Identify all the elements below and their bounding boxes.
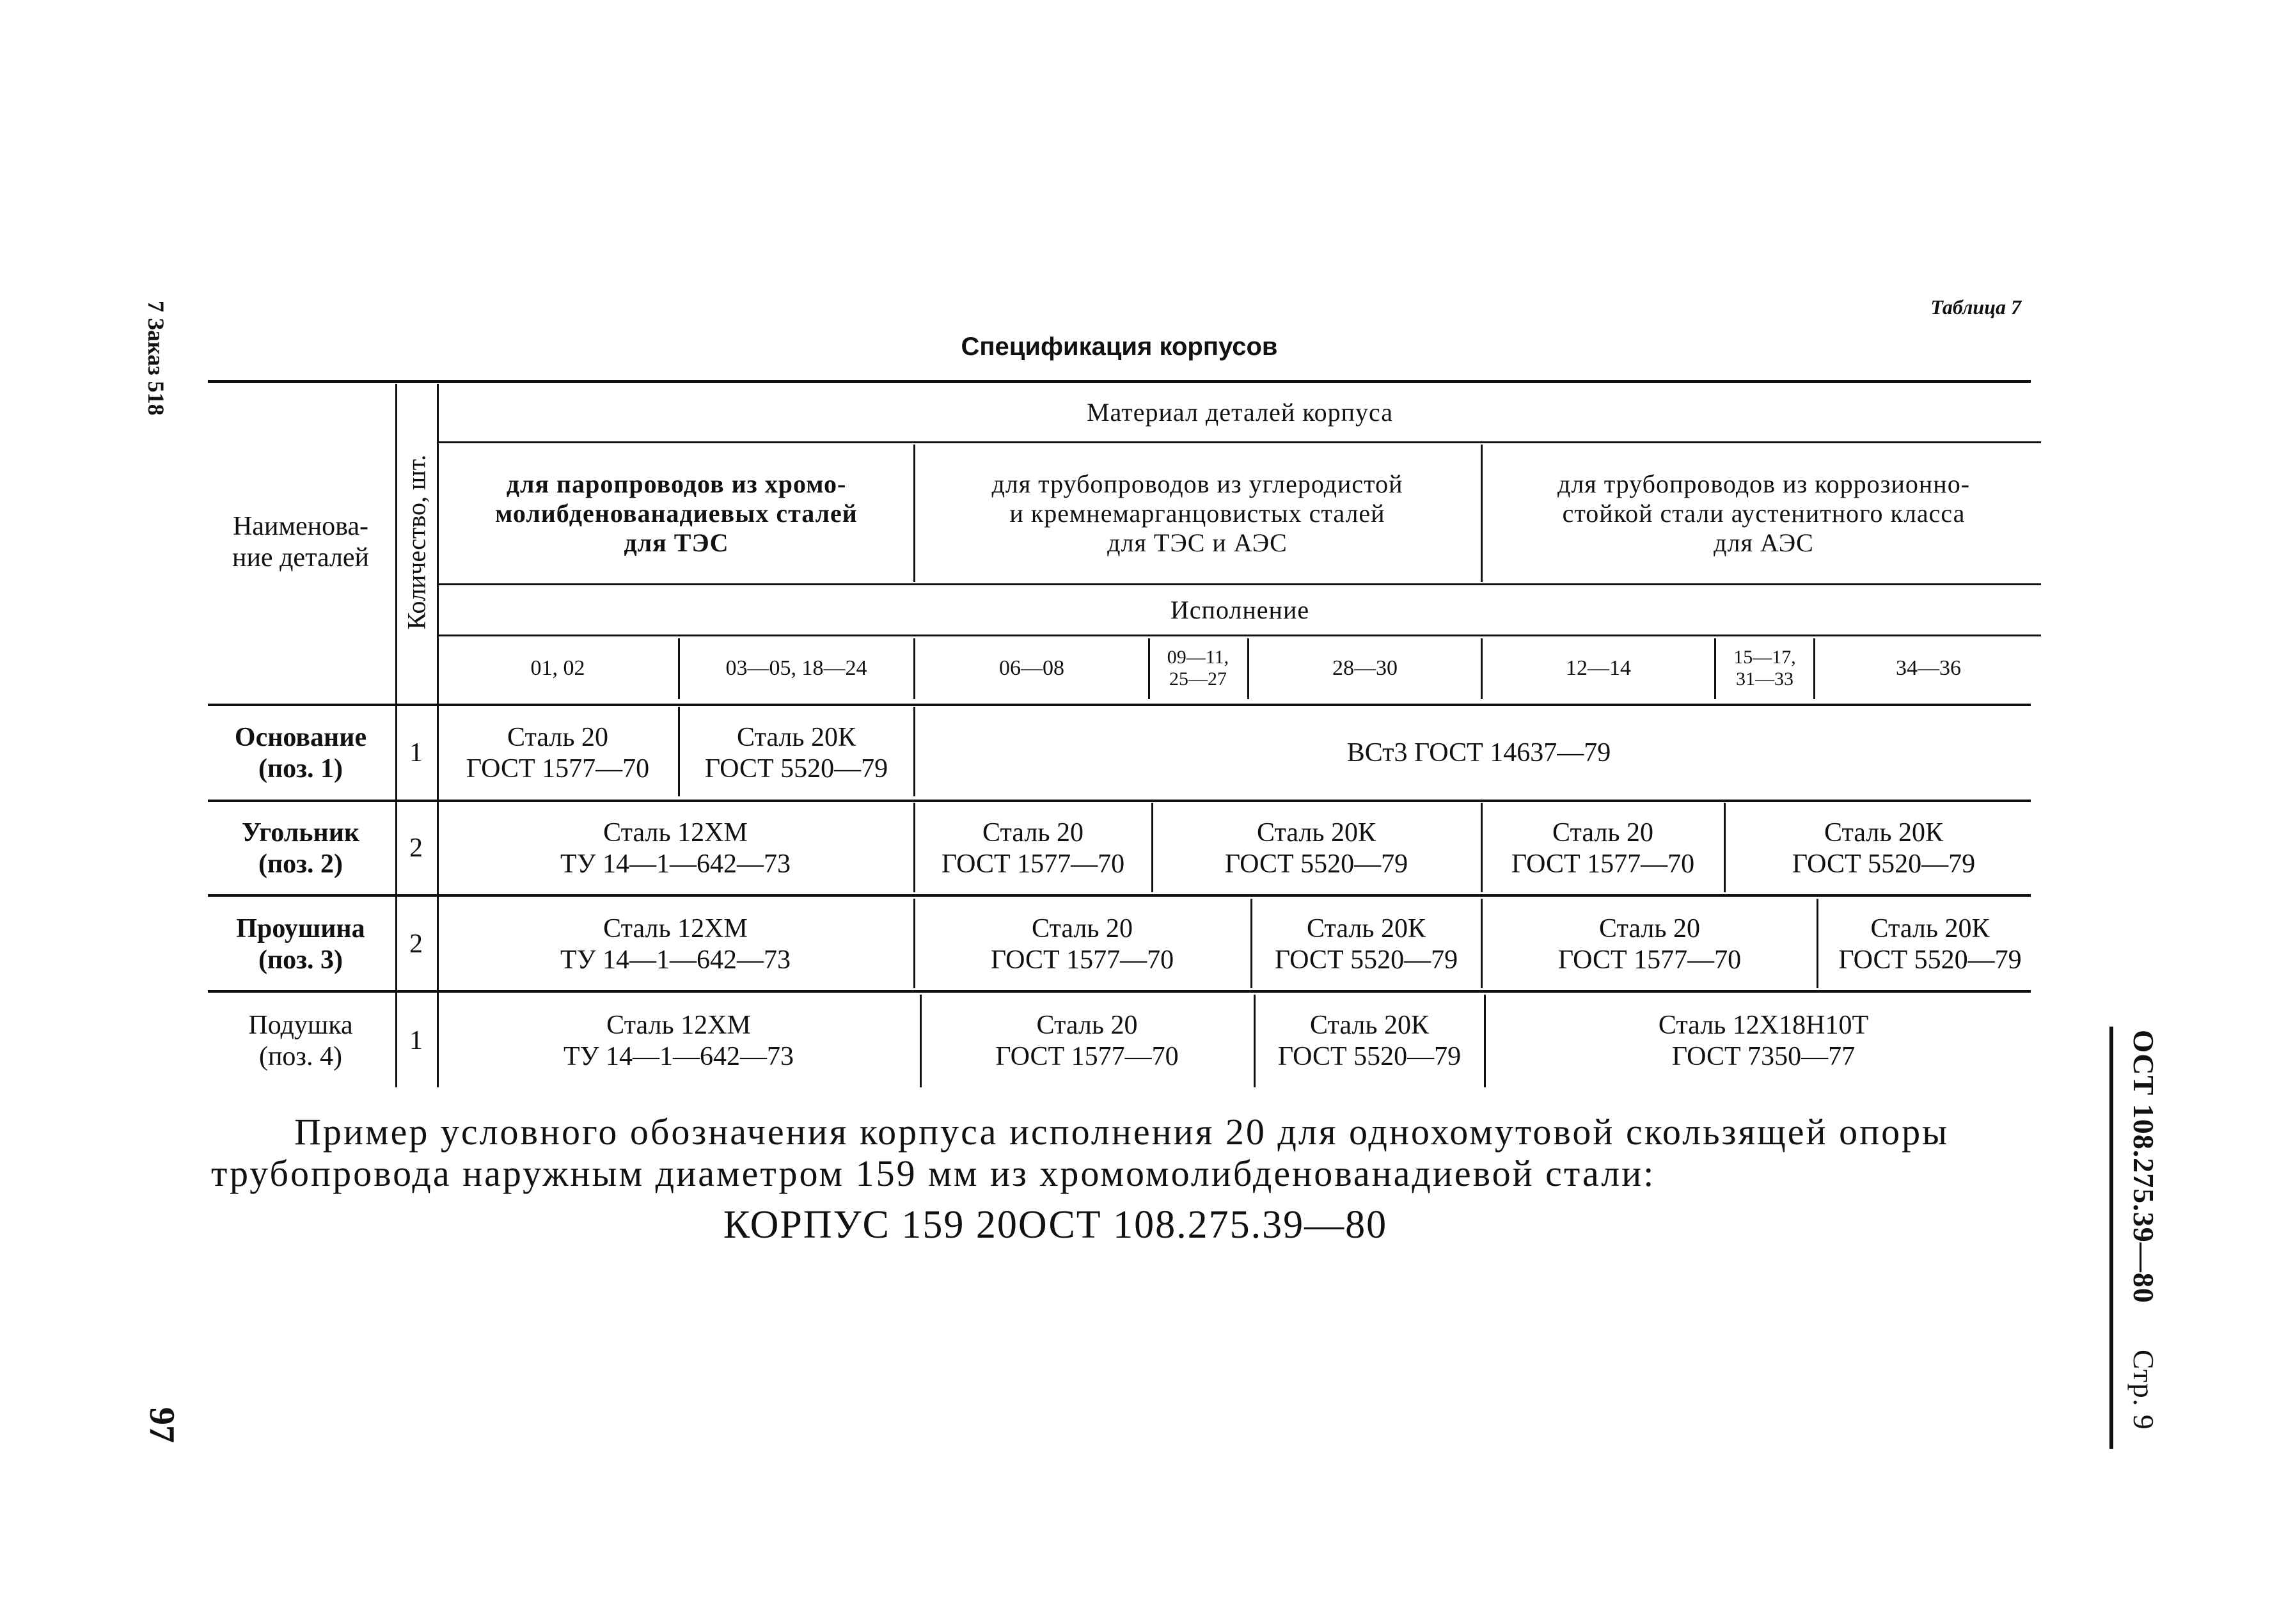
r1-div-1 (678, 707, 680, 796)
r4-div-2 (1254, 995, 1256, 1087)
cell-pad-c2: Сталь 20 ГОСТ 1577—70 (995, 1011, 1179, 1071)
table-top-rule (208, 380, 2031, 383)
cell-base-c1: Сталь 20 ГОСТ 1577—70 (466, 723, 650, 784)
example-text-line1: Пример условного обозначения корпуса исполнения 20 для однохомутовой скользящей опоры (294, 1111, 1950, 1153)
table-title: Спецификация корпусов (961, 333, 1278, 361)
ver-div-2 (913, 638, 915, 699)
ver-div-4 (1247, 638, 1249, 699)
cell-angle-c4: Сталь 20 ГОСТ 1577—70 (1511, 818, 1695, 879)
row1-bottom-rule (208, 800, 2031, 802)
r3-div-4 (1817, 899, 1818, 988)
ver-div-5 (1481, 638, 1483, 699)
row-qty-base: 1 (409, 738, 423, 768)
row3-bottom-rule (208, 990, 2031, 993)
designation: КОРПУС 159 20ОСТ 108.275.39—80 (723, 1203, 1388, 1247)
material-rule (439, 441, 2041, 443)
version-34-36: 34—36 (1896, 656, 1961, 681)
r2-div-1 (913, 803, 915, 892)
cell-eye-c5: Сталь 20К ГОСТ 5520—79 (1838, 914, 2022, 975)
order-number: 7 Заказ 518 (143, 301, 169, 416)
row-name-angle: Угольник (поз. 2) (241, 818, 360, 879)
cell-pad-c3: Сталь 20К ГОСТ 5520—79 (1277, 1011, 1462, 1071)
cell-eye-c2: Сталь 20 ГОСТ 1577—70 (990, 914, 1174, 975)
header-group-2: для трубопроводов из углеродистой и кремнемарганцовистых сталей для ТЭС и АЭС (991, 469, 1403, 557)
header-qty-col (395, 384, 437, 700)
row-name-base: Основание (поз. 1) (234, 723, 367, 784)
row-qty-angle: 2 (409, 833, 423, 863)
version-12-14: 12—14 (1566, 656, 1631, 681)
cell-angle-c3: Сталь 20К ГОСТ 5520—79 (1224, 818, 1408, 879)
cell-eye-c4: Сталь 20 ГОСТ 1577—70 (1557, 914, 1742, 975)
cell-base-c3: ВСт3 ГОСТ 14637—79 (1346, 738, 1611, 768)
version-01-02: 01, 02 (530, 656, 585, 681)
r3-div-3 (1481, 899, 1483, 988)
header-group-3: для трубопроводов из коррозионно- стойкой стали аустенитного класса для АЭС (1557, 469, 1971, 557)
header-bottom-rule (208, 704, 2031, 706)
r2-div-2 (1151, 803, 1153, 892)
version-09-11: 09—11, 25—27 (1167, 646, 1229, 690)
r4-div-1 (920, 995, 922, 1087)
r1-div-2 (913, 707, 915, 796)
ver-div-6 (1714, 638, 1716, 699)
r2-div-4 (1724, 803, 1726, 892)
cell-base-c2: Сталь 20К ГОСТ 5520—79 (704, 723, 888, 784)
execution-rule-bottom (439, 635, 2041, 636)
version-06-08: 06—08 (999, 656, 1064, 681)
row-name-pad: Подушка (поз. 4) (248, 1011, 353, 1071)
r3-div-2 (1250, 899, 1252, 988)
cell-angle-c2: Сталь 20 ГОСТ 1577—70 (941, 818, 1125, 879)
cell-pad-c4: Сталь 12Х18Н10Т ГОСТ 7350—77 (1658, 1011, 1869, 1071)
group-divider-1 (913, 445, 915, 582)
row-qty-eye: 2 (409, 929, 423, 959)
standard-number: ОСТ 108.275.39—80 (2127, 1030, 2160, 1304)
cell-angle-c1: Сталь 12ХМ ТУ 14—1—642—73 (560, 818, 791, 879)
example-text-line2: трубопровода наружным диаметром 159 мм из хромомолибденованадиевой стали: (211, 1153, 1656, 1194)
r2-div-3 (1481, 803, 1483, 892)
version-03-05: 03—05, 18—24 (725, 656, 867, 681)
r3-div-1 (913, 899, 915, 988)
version-15-17: 15—17, 31—33 (1733, 646, 1796, 690)
version-28-30: 28—30 (1332, 656, 1398, 681)
cell-eye-c1: Сталь 12ХМ ТУ 14—1—642—73 (560, 914, 791, 975)
page-label: Стр. 9 (2127, 1350, 2160, 1430)
row-qty-pad: 1 (409, 1026, 423, 1056)
ver-div-7 (1813, 638, 1815, 699)
group-divider-2 (1481, 445, 1483, 582)
cell-angle-c5: Сталь 20К ГОСТ 5520—79 (1792, 818, 1976, 879)
qty-col-label: Количество, шт. (402, 454, 431, 630)
table-label: Таблица 7 (1930, 296, 2021, 319)
header-name-col: Наименова- ние деталей (232, 512, 370, 572)
row2-bottom-rule (208, 894, 2031, 897)
ver-div-1 (678, 638, 680, 699)
header-material: Материал деталей корпуса (1086, 398, 1394, 427)
r4-div-3 (1484, 995, 1486, 1087)
header-execution: Исполнение (1170, 595, 1310, 624)
header-group-1: для паропроводов из хромо- молибденованадиевых сталей для ТЭС (495, 469, 858, 557)
right-margin-rule (2109, 1027, 2113, 1449)
page-number: 97 (142, 1407, 182, 1443)
cell-pad-c1: Сталь 12ХМ ТУ 14—1—642—73 (564, 1011, 794, 1071)
cell-eye-c3: Сталь 20К ГОСТ 5520—79 (1274, 914, 1458, 975)
row-name-eye: Проушина (поз. 3) (236, 914, 365, 975)
